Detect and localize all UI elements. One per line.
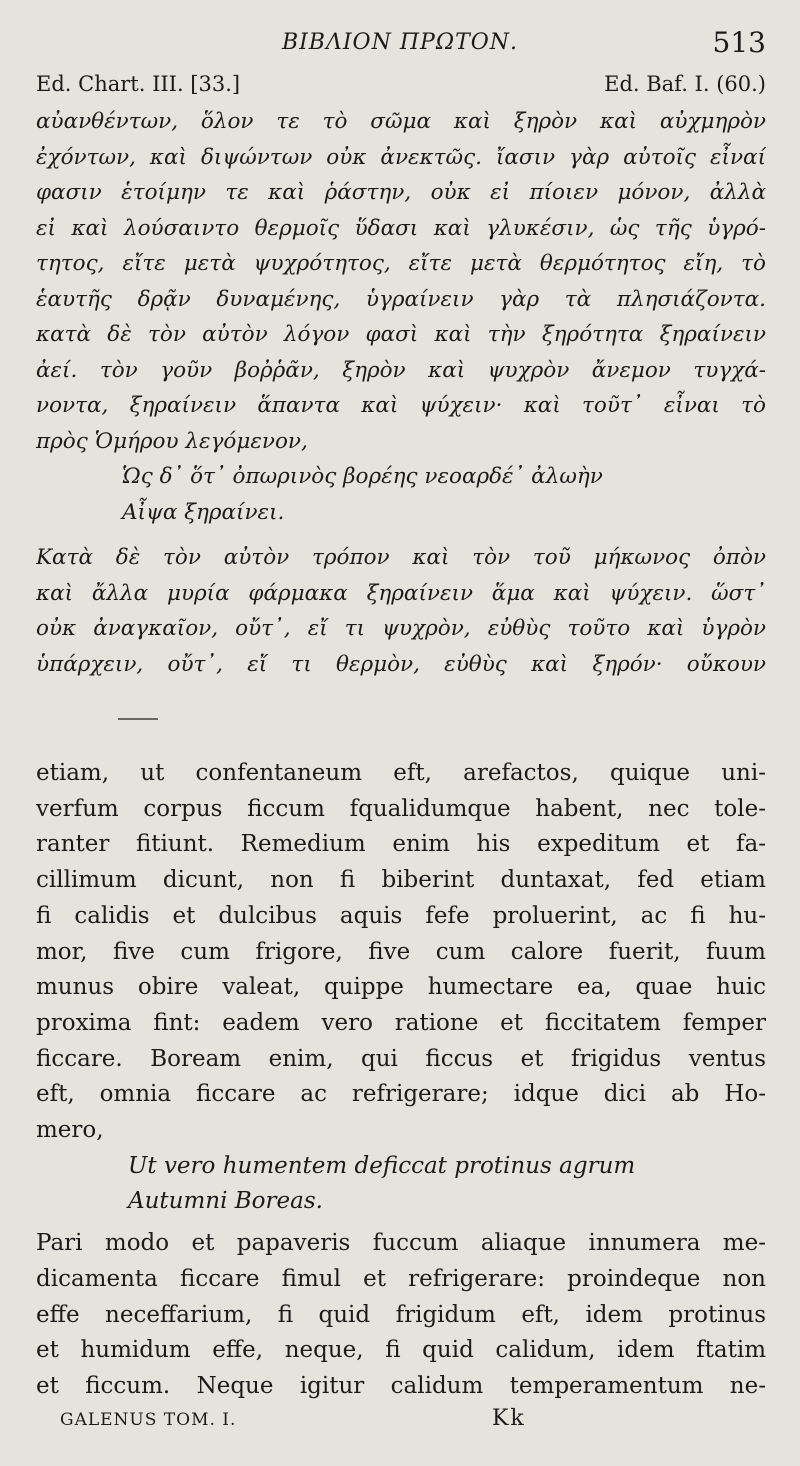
page-number: 513 — [712, 26, 766, 59]
latin-line: ranter fitiunt. Remedium enim his expeditum et fa- — [36, 831, 766, 858]
greek-line: πρὸς Ὁμήρου λεγόμενον, — [36, 428, 308, 454]
edition-reference-basel: Ed. Baf. I. (60.) — [604, 72, 766, 96]
latin-verse-line: Ut vero humentem deficcat protinus agrum — [128, 1152, 636, 1179]
greek-line: ὑπάρχειν, οὔτ᾽, εἴ τι θερμὸν, εὐθὺς καὶ ξηρόν· οὔκουν — [36, 651, 766, 677]
greek-line: φασιν ἑτοίμην τε καὶ ῥάστην, οὐκ εἰ πίοιεν μόνον, ἀλλὰ — [36, 180, 766, 205]
latin-line: mero, — [36, 1117, 104, 1144]
paragraph-gap — [36, 530, 766, 540]
latin-line: proxima fint: eadem vero ratione et ficcitatem femper — [36, 1009, 766, 1036]
running-head — [0, 22, 800, 62]
latin-line: verfum corpus ficcum fqualidumque habent, nec tole- — [36, 795, 766, 822]
latin-line: et ficcum. Neque igitur calidum temperamentum ne- — [36, 1372, 766, 1399]
latin-line: ficcare. Boream enim, qui ficcus et frigidus ventus — [36, 1045, 766, 1072]
page-footer — [60, 1406, 760, 1436]
greek-line: καὶ ἄλλα μυρία φάρμακα ξηραίνειν ἅμα καὶ ψύχειν. ὥστ᾽ — [36, 580, 766, 606]
greek-verse-line: Ὡς δ᾽ ὅτ᾽ ὀπωρινὸς βορέης νεοαρδέ᾽ ἀλωὴν — [122, 464, 603, 489]
latin-line: et humidum effe, neque, fi quid calidum, idem ftatim — [36, 1337, 766, 1364]
footer-author-volume: GALENUS TOM. I. — [60, 1410, 237, 1430]
greek-text-block — [36, 104, 766, 682]
greek-line: ἀεί. τὸν γοῦν βοῤῥᾶν, ξηρὸν καὶ ψυχρὸν ἄνεμον τυγχά- — [36, 357, 766, 383]
latin-line: dicamenta ficcare fimul et refrigerare: proindeque non — [36, 1265, 766, 1292]
greek-line: τητος, εἴτε μετὰ ψυχρότητος, εἴτε μετὰ θερμότητος εἴη, τὸ — [36, 251, 766, 276]
latin-line: mor, five cum frigore, five cum calore fuerit, fuum — [36, 938, 766, 965]
printer-signature-mark: Kk — [492, 1406, 526, 1431]
latin-line: eft, omnia ficcare ac refrigerare; idque dici ab Ho- — [36, 1081, 766, 1108]
running-title: BIBΛΙΟΝ ΠΡΩΤΟΝ. — [281, 30, 519, 55]
greek-line: οὐκ ἀναγκαῖον, οὔτ᾽, εἴ τι ψυχρὸν, εὐθὺς τοῦτο καὶ ὑγρὸν — [36, 616, 766, 641]
greek-line: νοντα, ξηραίνειν ἅπαντα καὶ ψύχειν· καὶ τοῦτ᾽ εἶναι τὸ — [36, 393, 766, 418]
latin-line: etiam, ut confentaneum eft, arefactos, quique uni- — [36, 760, 766, 786]
greek-line: ἐχόντων, καὶ διψώντων οὐκ ἀνεκτῶς. ἴασιν γὰρ αὐτοῖς εἶναί — [36, 144, 766, 170]
greek-verse-line: Αἶψα ξηραίνει. — [122, 499, 285, 525]
latin-line: munus obire valeat, quippe humectare ea, quae huic — [36, 974, 766, 1001]
greek-line: αὐανθέντων, ὅλον τε τὸ σῶμα καὶ ξηρὸν καὶ αὐχμηρὸν — [36, 109, 766, 134]
latin-line: Pari modo et papaveris fuccum aliaque innumera me- — [36, 1230, 766, 1257]
latin-line: effe neceffarium, fi quid frigidum eft, idem protinus — [36, 1301, 766, 1328]
edition-reference-chartier: Ed. Chart. III. [33.] — [36, 72, 241, 96]
greek-line: εἰ καὶ λούσαιντο θερμοῖς ὕδασι καὶ γλυκέσιν, ὡς τῆς ὑγρό- — [36, 215, 766, 241]
latin-line: cillimum dicunt, non fi biberint duntaxat, fed etiam — [36, 867, 766, 894]
latin-line: fi calidis et dulcibus aquis fefe proluerint, ac fi hu- — [36, 902, 766, 929]
greek-line: κατὰ δὲ τὸν αὐτὸν λόγον φασὶ καὶ τὴν ξηρότητα ξηραίνειν — [36, 322, 766, 347]
edition-reference-line — [36, 72, 766, 102]
latin-text-block — [36, 756, 766, 1405]
greek-line: ἑαυτῆς δρᾷν δυναμένης, ὑγραίνειν γὰρ τὰ πλησιάζοντα. — [36, 286, 766, 312]
greek-line: Κατὰ δὲ τὸν αὐτὸν τρόπον καὶ τὸν τοῦ μήκωνος ὀπὸν — [36, 545, 766, 570]
latin-verse-line: Autumni Boreas. — [128, 1188, 323, 1215]
section-divider — [118, 718, 158, 720]
